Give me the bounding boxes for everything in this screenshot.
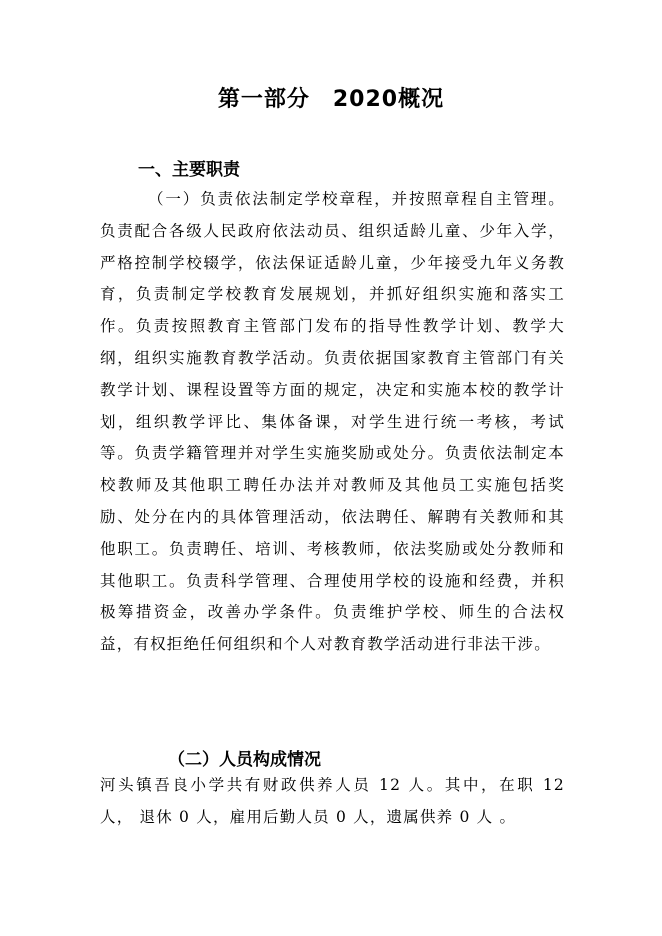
section-heading-main-duties: 一、主要职责	[138, 160, 240, 180]
staff-paragraph: 河头镇吾良小学共有财政供养人员 12 人。其中，在职 12 人， 退休 0 人，雇用后勤人员 0 人，遗属供养 0 人 。	[100, 776, 565, 826]
duties-paragraph: （一）负责依法制定学校章程，并按照章程自主管理。负责配合各级人民政府依法动员、组织适龄儿童、少年入学，严格控制学校辍学，依法保证适龄儿童，少年接受九年义务教育，负责制定学校教育发展规划，并抓好组织实施和落实工作。负责按照教育主管部门发布的指导性教学计划、教学大纲，组织实施教育教学活动。负责依据国家教育主管部门有关教学计划、课程设置等方面的规定，决定和实施本校的教学计划，组织教学评比、集体备课，对学生进行统一考核，考试等。负责学籍管理并对学生实施奖励或处分。负责依法制定本校教师及其他职工聘任办法并对教师及其他员工实施包括奖励、处分在内的具体管理活动，依法聘任、解聘有关教师和其他职工。负责聘任、培训、考核教师，依法奖励或处分教师和其他职工。负责科学管理、合理使用学校的设施和经费，并积极筹措资金，改善办学条件。负责维护学校、师生的合法权益，有权拒绝任何组织和个人对教育教学活动进行非法干涉。	[100, 190, 565, 654]
section-heading-staff-composition: （二）人员构成情况	[168, 750, 321, 770]
page-title: 第一部分 2020概况	[217, 87, 445, 112]
